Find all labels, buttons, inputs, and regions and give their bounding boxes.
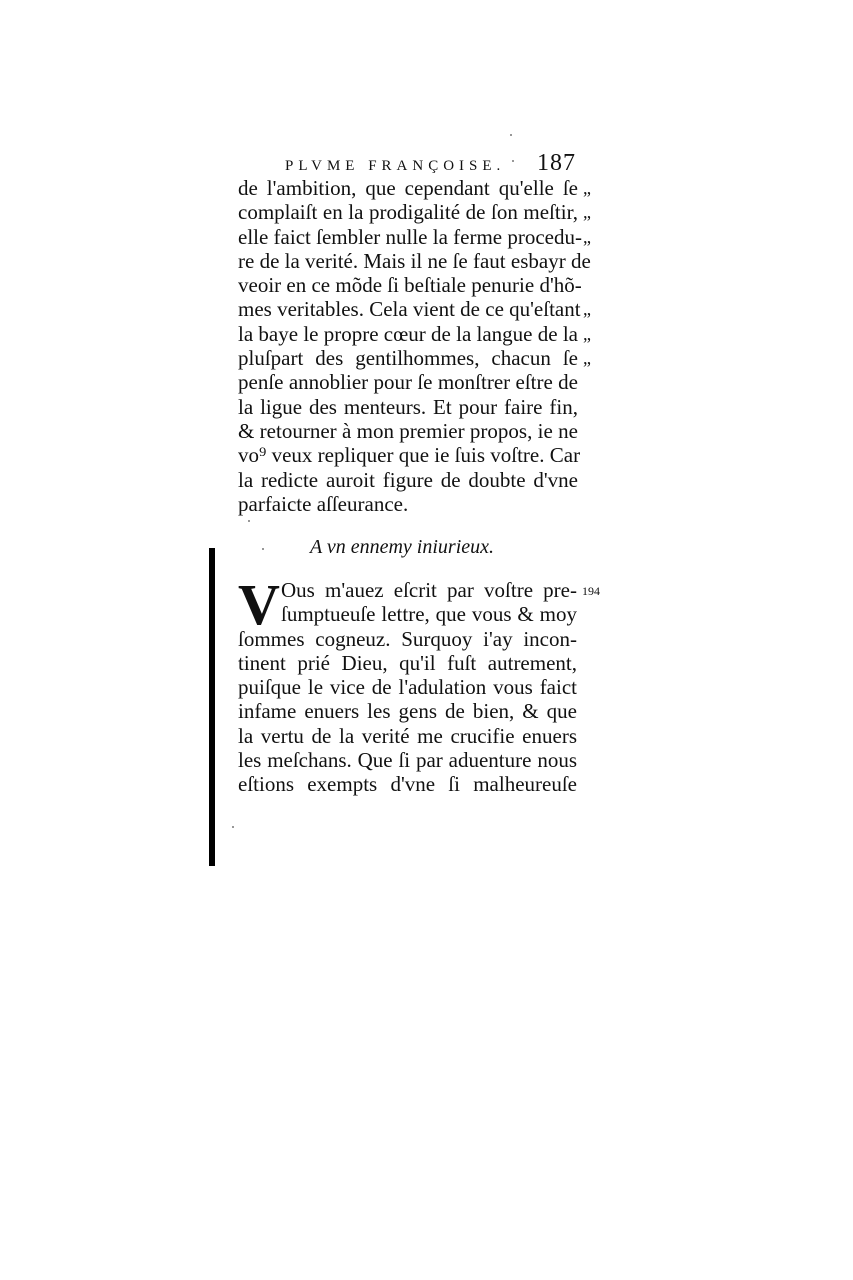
text-line: veoir en ce mõde ſi beſtiale penurie d'hõ- xyxy=(238,273,582,298)
text-line: complaiſt en la prodigalité de ſon meſtir, „ xyxy=(238,200,591,225)
text-line: ſumptueuſe lettre, que vous & moy xyxy=(281,602,577,627)
text-line: vo⁹ veux repliquer que ie ſuis voſtre. Car xyxy=(238,443,581,468)
quote-mark: „ xyxy=(583,226,591,247)
text-line: re de la verité. Mais il ne ſe faut esbayr de xyxy=(238,248,591,273)
quote-mark: „ xyxy=(583,323,591,344)
text-line: pluſpart des gentilhommes, chacun ſe „ xyxy=(238,346,591,371)
running-head-title: PLVME FRANÇOISE. xyxy=(285,158,506,174)
margin-number: 194 xyxy=(582,584,600,598)
text-line: eſtions exempts d'vne ſi malheureuſe xyxy=(238,772,577,797)
quote-mark: „ xyxy=(583,178,591,198)
quote-mark: „ xyxy=(583,299,591,320)
drop-cap: V xyxy=(238,572,280,637)
text-line: la redicte auroit figure de doubte d'vne xyxy=(238,467,578,492)
print-speck xyxy=(512,160,514,162)
margin-rule xyxy=(209,548,215,866)
text-line: ſommes cogneuz. Surquoy i'ay incon- xyxy=(238,626,577,651)
print-speck xyxy=(262,548,264,550)
text-line: la baye le propre cœur de la langue de la „ xyxy=(238,321,591,346)
text-line: Ous m'auez eſcrit par voſtre pre- xyxy=(281,578,577,602)
text-line: les meſchans. Que ſi par aduenture nous xyxy=(238,748,577,773)
text-line: la vertu de la verité me crucifie enuers xyxy=(238,723,577,748)
quote-mark: „ xyxy=(583,348,591,369)
print-speck xyxy=(248,520,250,522)
text-line: puiſque le vice de l'adulation vous faict xyxy=(238,675,577,700)
letter-heading: A vn ennemy iniurieux. xyxy=(310,536,495,558)
text-line: de l'ambition, que cependant qu'elle ſe „ xyxy=(238,176,591,200)
letter-body xyxy=(238,578,577,797)
passage-one xyxy=(238,176,591,516)
text-line: elle faict ſembler nulle la ferme procedu- „ xyxy=(238,224,591,249)
text-line: infame enuers les gens de bien, & que xyxy=(238,699,577,724)
page-number: 187 xyxy=(537,150,576,176)
print-speck xyxy=(232,826,234,828)
print-speck xyxy=(510,134,512,136)
text-line: parfaicte aſſeurance. xyxy=(238,491,409,516)
text-line: la ligue des menteurs. Et pour faire fin, xyxy=(238,394,578,419)
text-line: penſe annoblier pour ſe monſtrer eſtre de xyxy=(238,370,578,395)
text-line: mes veritables. Cela vient de ce qu'eſtant „ xyxy=(238,297,591,322)
text-line: & retourner à mon premier propos, ie ne xyxy=(238,418,578,443)
text-line: tinent prié Dieu, qu'il fuſt autrement, xyxy=(238,650,577,675)
quote-mark: „ xyxy=(583,202,591,223)
